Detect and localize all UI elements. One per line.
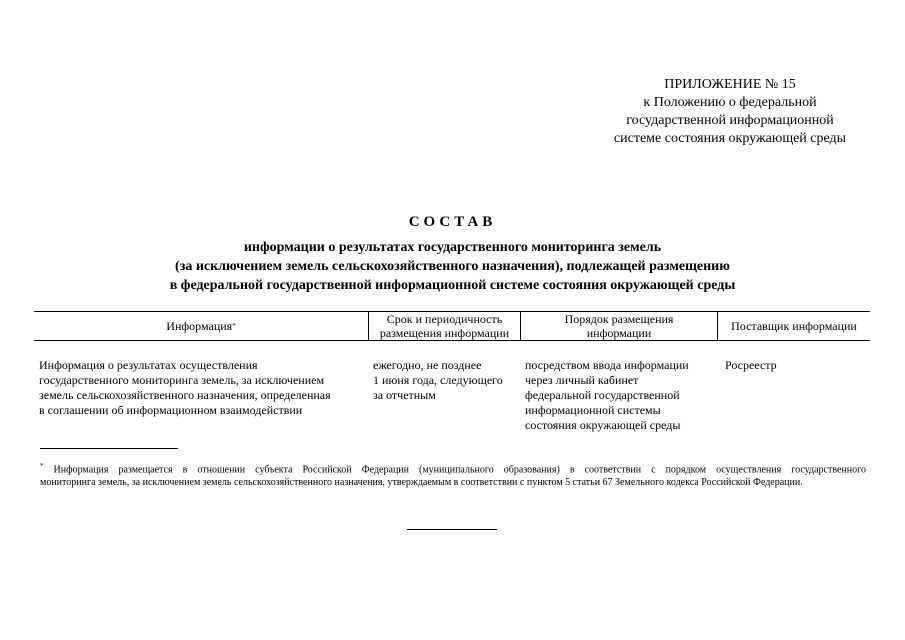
cell-supplier: Росреестр (725, 358, 777, 372)
cell-line: через личный кабинет (525, 373, 639, 387)
appendix-line: к Положению о федеральной (643, 95, 817, 110)
header-period (369, 312, 520, 340)
cell-line: в соглашении об информационном взаимодействии (39, 403, 303, 417)
cell-line: ежегодно, не позднее (373, 358, 482, 372)
subtitle-line: информации о результатах государственного мониторинга земель (243, 240, 662, 255)
cell-line: информационной системы (525, 403, 661, 417)
appendix-line: государственной информационной (626, 113, 834, 128)
appendix-header (560, 76, 900, 148)
document-subtitle (0, 238, 905, 295)
appendix-line: ПРИЛОЖЕНИЕ № 15 (664, 77, 796, 92)
cell-line: Информация о результатах осуществления (39, 358, 258, 372)
cell-line: за отчетным (373, 388, 436, 402)
header-supplier: Поставщик информации (731, 319, 857, 333)
header-procedure-line: информации (586, 326, 652, 340)
cell-information (39, 358, 364, 418)
cell-line: посредством ввода информации (525, 358, 689, 372)
header-information (34, 312, 368, 340)
footnote (40, 460, 866, 489)
document-title: СОСТАВ (408, 214, 497, 230)
footnote-line: мониторинга земель, за исключением земель сельскохозяйственного назначения, утверждаемым в соответствии с пунктом 5 статьи 67 Земельного кодекса Российской Федерации. (40, 477, 803, 489)
subtitle-line: в федеральной государственной информационной системе состояния окружающей среды (169, 278, 736, 293)
header-period-line: Срок и периодичность (386, 312, 503, 326)
cell-period (373, 358, 519, 403)
end-rule (407, 529, 497, 530)
subtitle-line: (за исключением земель сельскохозяйственного назначения), подлежащей размещению (175, 259, 730, 274)
cell-line: земель сельскохозяйственного назначения, определенная (39, 388, 331, 402)
footnote-text: Информация размещается в отношении субъекта Российской Федерации (муниципального образования) в соответствии с порядком осуществления государственного (53, 464, 866, 476)
header-period-line: размещения информации (379, 326, 510, 340)
cell-line: государственного мониторинга земель, за исключением (39, 373, 325, 387)
header-procedure (521, 312, 717, 340)
cell-line: 1 июня года, следующего (373, 373, 503, 387)
appendix-line: системе состояния окружающей среды (613, 131, 847, 146)
footnote-marker: * (40, 462, 44, 470)
cell-line: федеральной государственной (525, 388, 680, 402)
header-procedure-line: Порядок размещения (564, 312, 674, 326)
cell-procedure (525, 358, 715, 433)
footnote-line (40, 460, 866, 476)
cell-line: состояния окружающей среды (525, 418, 681, 432)
footnote-separator (40, 448, 178, 449)
table-header-rule (34, 340, 870, 341)
header-information-label: Информация (166, 319, 233, 333)
footnote-marker: * (232, 322, 236, 330)
